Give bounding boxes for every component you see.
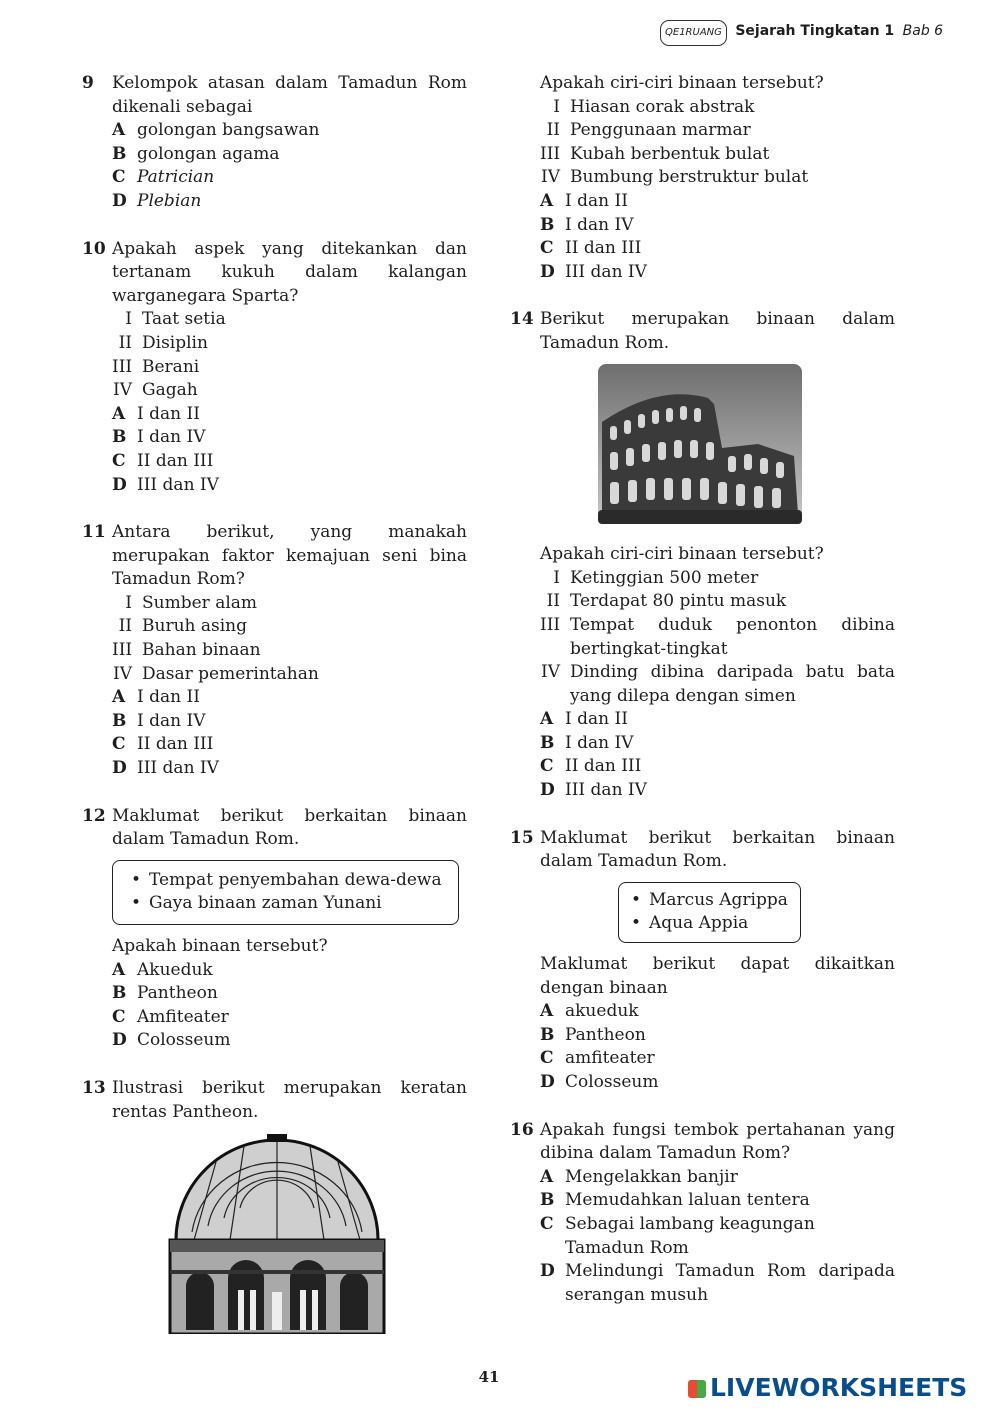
question-number: 13	[82, 1077, 106, 1098]
option-d[interactable]: D Melindungi Tamadun Rom daripada serangan musuh	[540, 1261, 895, 1305]
option-a[interactable]: A I dan II	[112, 403, 200, 424]
option-d[interactable]: D Plebian	[112, 190, 202, 211]
info-bullet: • Gaya binaan zaman Yunani	[127, 892, 444, 916]
option-d[interactable]: D Colosseum	[112, 1030, 231, 1051]
option-b[interactable]: B Pantheon	[112, 983, 218, 1004]
option-b[interactable]: B I dan IV	[112, 427, 206, 448]
statement-item: I Ketinggian 500 meter	[553, 567, 759, 588]
option-d[interactable]: D III dan IV	[540, 261, 647, 282]
liveworksheets-logo-icon	[688, 1380, 706, 1398]
chapter-label: Bab 6	[902, 23, 944, 39]
page-header	[660, 20, 960, 46]
question-stem: Apakah fungsi tembok pertahanan yang dibina dalam Tamadun Rom?	[540, 1119, 895, 1164]
option-c[interactable]: C II dan III	[112, 734, 214, 755]
question-stem: Maklumat berikut berkaitan binaan dalam Tamadun Rom.	[112, 805, 467, 850]
option-c[interactable]: C Amfiteater	[112, 1006, 229, 1027]
question-stem: Apakah aspek yang ditekankan dan tertanam kukuh dalam kalangan warganegara Sparta?	[112, 238, 467, 306]
question-stem: Ilustrasi berikut merupakan keratan rentas Pantheon.	[112, 1077, 467, 1122]
question-prompt: Apakah ciri-ciri binaan tersebut?	[540, 544, 824, 565]
question-number: 16	[510, 1119, 534, 1140]
option-c[interactable]: C II dan III	[540, 238, 642, 259]
question-13-continued	[510, 72, 895, 284]
right-column	[510, 72, 895, 1331]
question-number: 15	[510, 827, 534, 848]
statement-item: III Berani	[112, 356, 200, 377]
option-a[interactable]: A akueduk	[540, 1001, 639, 1022]
question-stem: Maklumat berikut berkaitan binaan dalam Tamadun Rom.	[540, 827, 895, 872]
option-b[interactable]: B I dan IV	[540, 732, 634, 753]
option-b[interactable]: B Pantheon	[540, 1024, 646, 1045]
option-d[interactable]: D III dan IV	[112, 758, 219, 779]
question-13	[82, 1077, 467, 1342]
question-number: 10	[82, 238, 106, 259]
question-11	[82, 521, 467, 781]
option-c[interactable]: C Sebagai lambang keagungan Tamadun Rom	[540, 1213, 815, 1258]
option-b[interactable]: B I dan IV	[112, 710, 206, 731]
option-a[interactable]: A golongan bangsawan	[112, 120, 320, 141]
statement-item: I Hiasan corak abstrak	[553, 96, 755, 117]
colosseum-image	[598, 364, 802, 524]
option-b[interactable]: B golongan agama	[112, 143, 280, 164]
question-stem: Kelompok atasan dalam Tamadun Rom dikenali sebagai	[112, 73, 467, 117]
statement-item: II Terdapat 80 pintu masuk	[546, 591, 787, 612]
page-number: 41	[478, 1368, 500, 1386]
option-c[interactable]: C II dan III	[112, 450, 214, 471]
option-a[interactable]: A I dan II	[112, 687, 200, 708]
book-title: Sejarah Tingkatan 1	[735, 23, 895, 39]
info-box	[112, 860, 459, 925]
option-c[interactable]: C Patrician	[112, 167, 215, 188]
question-9	[82, 72, 467, 214]
question-stem: Antara berikut, yang manakah merupakan faktor kemajuan seni bina Tamadun Rom?	[112, 522, 467, 590]
option-a[interactable]: A I dan II	[540, 709, 628, 730]
option-c[interactable]: C II dan III	[540, 756, 642, 777]
colosseum-photo	[598, 364, 895, 532]
question-10	[82, 238, 467, 498]
pantheon-cross-section-image	[164, 1132, 390, 1334]
option-b[interactable]: B Memudahkan laluan tentera	[540, 1190, 810, 1211]
statement-item: IV Dasar pemerintahan	[113, 663, 319, 684]
option-c[interactable]: C amfiteater	[540, 1048, 655, 1069]
statement-item: III Kubah berbentuk bulat	[540, 143, 770, 164]
liveworksheets-watermark: LIVEWORKSHEETS	[688, 1376, 967, 1400]
question-16	[510, 1119, 895, 1308]
info-box	[618, 882, 801, 943]
statement-item: I Taat setia	[125, 309, 226, 330]
question-number: 9	[82, 73, 94, 93]
info-bullet: • Aqua Appia	[627, 912, 788, 936]
info-bullet: • Marcus Agrippa	[627, 889, 788, 913]
info-bullet: • Tempat penyembahan dewa-dewa	[127, 869, 444, 893]
option-a[interactable]: A Mengelakkan banjir	[540, 1166, 738, 1187]
option-a[interactable]: A I dan II	[540, 190, 628, 211]
statement-item: II Penggunaan marmar	[546, 120, 751, 141]
option-b[interactable]: B I dan IV	[540, 214, 634, 235]
option-d[interactable]: D III dan IV	[540, 780, 647, 801]
statement-item: II Buruh asing	[118, 616, 247, 637]
question-14	[510, 308, 895, 802]
left-column	[82, 72, 467, 1366]
question-number: 11	[82, 522, 106, 543]
option-d[interactable]: D III dan IV	[112, 474, 219, 495]
statement-item: IV Bumbung berstruktur bulat	[541, 167, 809, 188]
pantheon-illustration	[164, 1132, 467, 1342]
question-prompt: Apakah binaan tersebut?	[112, 936, 328, 956]
statement-item: II Disiplin	[118, 332, 208, 353]
question-12	[82, 805, 467, 1053]
statement-item: III Bahan binaan	[112, 640, 261, 661]
option-d[interactable]: D Colosseum	[540, 1072, 659, 1092]
question-stem: Berikut merupakan binaan dalam Tamadun Rom.	[540, 309, 895, 353]
publisher-logo: QE1RUANG	[660, 20, 727, 46]
question-15	[510, 827, 895, 1095]
question-number: 14	[510, 309, 534, 330]
question-prompt: Maklumat berikut dapat dikaitkan dengan binaan	[540, 954, 895, 998]
question-number: 12	[82, 805, 106, 826]
statement-item: III Tempat duduk penonton dibina bertingkat-tingkat	[540, 614, 895, 659]
statement-item: IV Dinding dibina daripada batu bata yang dilepa dengan simen	[541, 662, 895, 706]
option-a[interactable]: A Akueduk	[112, 959, 213, 980]
statement-item: I Sumber alam	[125, 592, 258, 613]
question-prompt: Apakah ciri-ciri binaan tersebut?	[540, 73, 824, 93]
statement-item: IV Gagah	[113, 380, 198, 401]
